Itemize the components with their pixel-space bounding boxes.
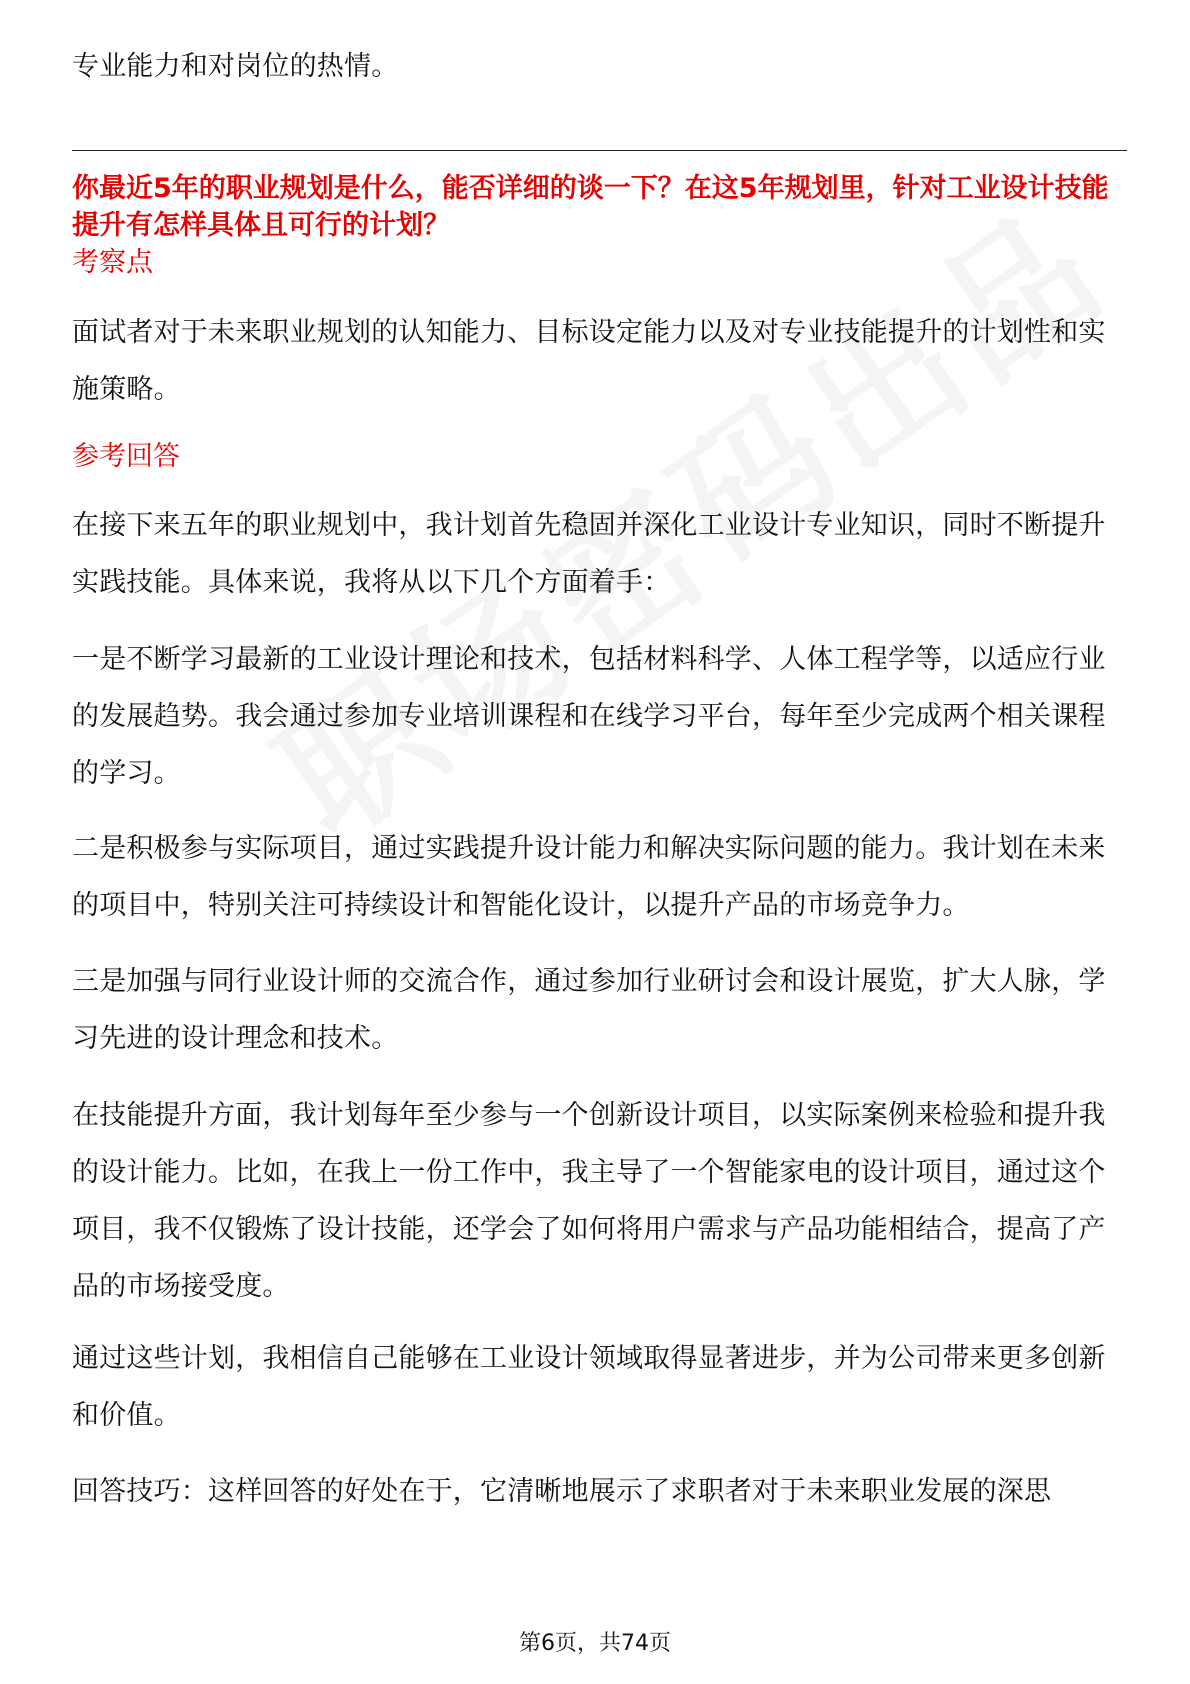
focus-body — [72, 304, 1127, 418]
answer-paragraph-text: 二是积极参与实际项目，通过实践提升设计能力和解决实际问题的能力。我计划在未来的项目中，特别关注可持续设计和智能化设计，以提升产品的市场竞争力。 — [72, 833, 1106, 921]
answer-tip-text: 回答技巧：这样回答的好处在于，它清晰地展示了求职者对于未来职业发展的深思 — [72, 1476, 1052, 1507]
focus-section — [72, 244, 1127, 281]
answer-paragraph — [72, 497, 1127, 611]
answer-paragraph-text: 在接下来五年的职业规划中，我计划首先稳固并深化工业设计专业知识，同时不断提升实践技能。具体来说，我将从以下几个方面着手： — [72, 510, 1106, 598]
section-divider — [72, 150, 1127, 151]
answer-paragraph — [72, 820, 1127, 934]
focus-text: 面试者对于未来职业规划的认知能力、目标设定能力以及对专业技能提升的计划性和实施策略。 — [72, 317, 1106, 405]
answer-paragraph — [72, 953, 1127, 1067]
answer-paragraph — [72, 631, 1127, 802]
answer-paragraph-text: 在技能提升方面，我计划每年至少参与一个创新设计项目，以实际案例来检验和提升我的设计能力。比如，在我上一份工作中，我主导了一个智能家电的设计项目，通过这个项目，我不仅锻炼了设计技能，还学会了如何将用户需求与产品功能相结合，提高了产品的市场接受度。 — [72, 1100, 1106, 1302]
focus-title: 考察点 — [72, 247, 153, 278]
answer-paragraph-text: 通过这些计划，我相信自己能够在工业设计领域取得显著进步，并为公司带来更多创新和价值。 — [72, 1343, 1106, 1431]
answer-title: 参考回答 — [72, 441, 180, 472]
intro-tail: 专业能力和对岗位的热情。 — [72, 51, 399, 82]
answer-paragraph — [72, 1087, 1127, 1315]
answer-section — [72, 438, 1127, 475]
answer-paragraph — [72, 1330, 1127, 1444]
answer-paragraph-text: 一是不断学习最新的工业设计理论和技术，包括材料科学、人体工程学等，以适应行业的发展趋势。我会通过参加专业培训课程和在线学习平台，每年至少完成两个相关课程的学习。 — [72, 644, 1106, 789]
page-number: 第6页，共74页 — [519, 1631, 671, 1656]
question-heading: 你最近5年的职业规划是什么，能否详细的谈一下？在这5年规划里，针对工业设计技能提升有怎样具体且可行的计划？ — [72, 173, 1109, 241]
answer-tip — [72, 1463, 1127, 1520]
answer-paragraph-text: 三是加强与同行业设计师的交流合作，通过参加行业研讨会和设计展览，扩大人脉，学习先进的设计理念和技术。 — [72, 966, 1106, 1054]
